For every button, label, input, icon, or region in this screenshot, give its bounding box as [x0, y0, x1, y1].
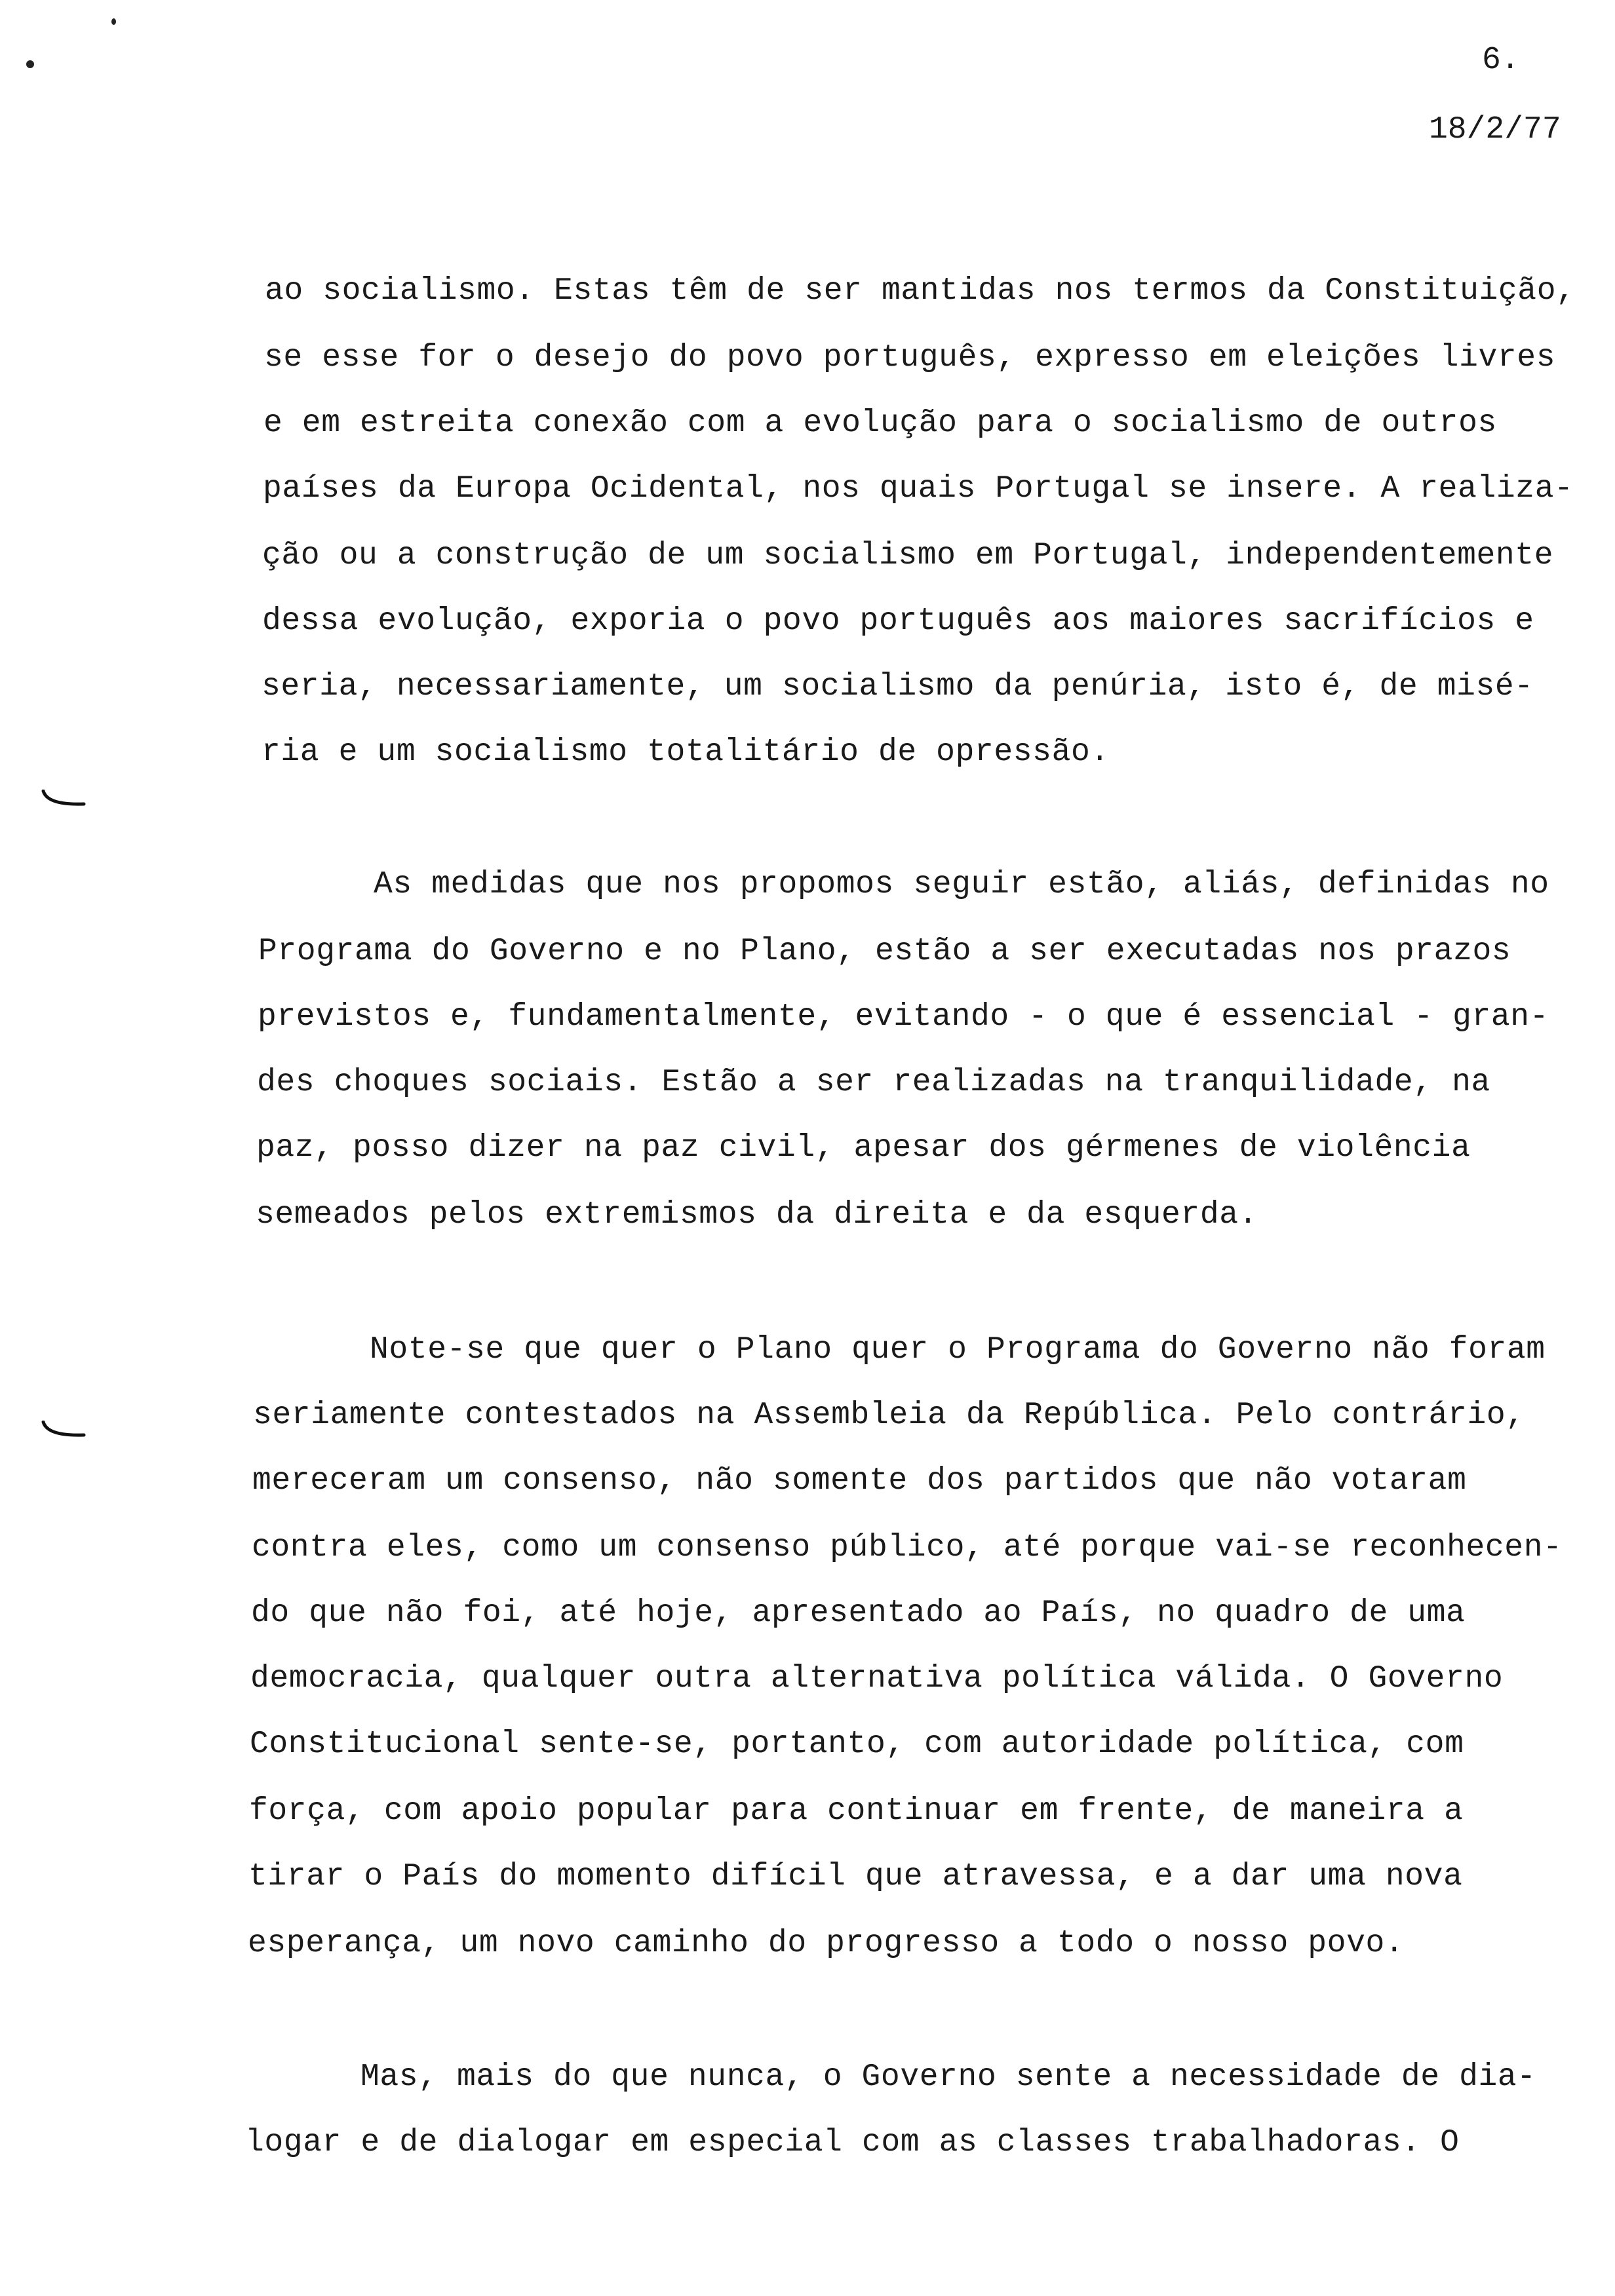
text-line: democracia, qualquer outra alternativa política válida. O Governo — [250, 1661, 1504, 1696]
text-line: seriamente contestados na Assembleia da República. Pelo contrário, — [253, 1398, 1525, 1433]
text-line: se esse for o desejo do povo português, expresso em eleições livres — [264, 340, 1556, 375]
text-line: des choques sociais. Estão a ser realizadas na tranquilidade, na — [257, 1065, 1490, 1100]
text-line: mereceram um consenso, não somente dos partidos que não votaram — [252, 1463, 1467, 1499]
text-line: Constitucional sente-se, portanto, com autoridade política, com — [250, 1727, 1464, 1762]
text-line: força, com apoio popular para continuar em frente, de maneira a — [249, 1793, 1464, 1829]
text-line: seria, necessariamente, um socialismo da penúria, isto é, de misé- — [262, 669, 1534, 704]
text-line: do que não foi, até hoje, apresentado ao País, no quadro de uma — [251, 1596, 1466, 1631]
text-line: esperança, um novo caminho do progresso a todo o nosso povo. — [248, 1926, 1405, 1961]
text-line: países da Europa Ocidental, nos quais Portugal se insere. A realiza- — [263, 471, 1574, 507]
text-line: dessa evolução, exporia o povo português aos maiores sacrifícios e — [262, 603, 1534, 639]
text-line: semeados pelos extremismos da direita e da esquerda. — [256, 1197, 1258, 1233]
page-number: 6. — [1482, 43, 1520, 78]
text-line: Programa do Governo e no Plano, estão a ser executadas nos prazos — [258, 934, 1511, 969]
margin-bracket-mark — [41, 1421, 87, 1440]
text-line: Mas, mais do que nunca, o Governo sente a necessidade de dia- — [360, 2059, 1536, 2095]
scan-mark-dot — [26, 60, 34, 68]
text-line: As medidas que nos propomos seguir estão, aliás, definidas no — [374, 867, 1549, 902]
text-line: paz, posso dizer na paz civil, apesar dos gérmenes de violência — [256, 1130, 1471, 1166]
text-line: ao socialismo. Estas têm de ser mantidas nos termos da Constituição, — [265, 273, 1576, 309]
margin-bracket-mark — [41, 790, 87, 809]
text-line: Note-se que quer o Plano quer o Programa do Governo não foram — [370, 1332, 1546, 1368]
text-line: logar e de dialogar em especial com as classes trabalhadoras. O — [245, 2125, 1460, 2160]
text-line: tirar o País do momento difícil que atravessa, e a dar uma nova — [248, 1859, 1463, 1894]
text-line: ria e um socialismo totalitário de opressão. — [262, 735, 1110, 770]
text-line: previstos e, fundamentalmente, evitando - o que é essencial - gran- — [258, 999, 1549, 1035]
text-line: ção ou a construção de um socialismo em Portugal, independentemente — [262, 538, 1554, 573]
text-line: e em estreita conexão com a evolução para o socialismo de outros — [263, 406, 1497, 441]
text-line: contra eles, como um consenso público, até porque vai-se reconhecen- — [252, 1530, 1563, 1565]
document-date: 18/2/77 — [1429, 112, 1561, 147]
scan-mark-tick — [111, 18, 116, 25]
